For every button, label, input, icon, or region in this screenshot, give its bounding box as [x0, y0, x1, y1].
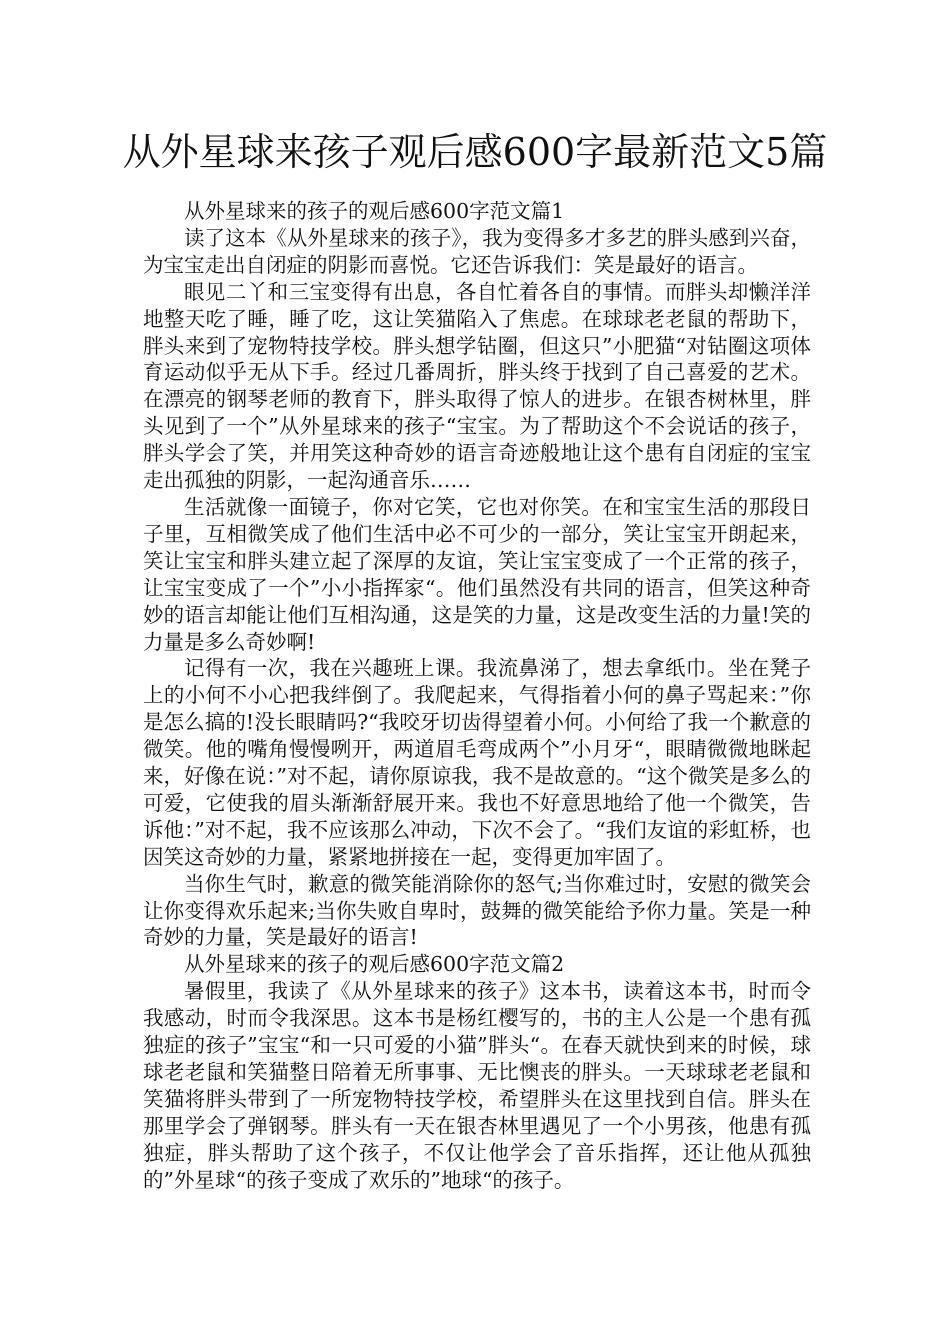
- paragraph: 当你生气时，歉意的微笑能消除你的怒气;当你难过时，安慰的微笑会让你变得欢乐起来;当你失败自卑时，鼓舞的微笑能给予你力量。笑是一种奇妙的力量，笑是最好的语言!: [143, 871, 811, 950]
- paragraph: 眼见二丫和三宝变得有出息，各自忙着各自的事情。而胖头却懒洋洋地整天吃了睡，睡了吃，这让笑猫陷入了焦虑。在球球老老鼠的帮助下，胖头来到了宠物特技学校。胖头想学钻圈，但这只”小肥猫“对钻圈这项体育运动似乎无从下手。经过几番周折，胖头终于找到了自己喜爱的艺术。在漂亮的钢琴老师的教育下，胖头取得了惊人的进步。在银杏树林里，胖头见到了一个”从外星球来的孩子“宝宝。为了帮助这个不会说话的孩子，胖头学会了笑，并用笑这种奇妙的语言奇迹般地让这个患有自闭症的宝宝走出孤独的阴影，一起沟通音乐……: [143, 279, 811, 493]
- section-heading-2: 从外星球来的孩子的观后感600字范文篇2: [184, 952, 565, 977]
- paragraph: 生活就像一面镜子，你对它笑，它也对你笑。在和宝宝生活的那段日子里，互相微笑成了他们生活中必不可少的一部分，笑让宝宝开朗起来，笑让宝宝和胖头建立起了深厚的友谊，笑让宝宝变成了一个正常的孩子，让宝宝变成了一个”小小指挥家“。他们虽然没有共同的语言，但笑这种奇妙的语言却能让他们互相沟通，这是笑的力量，这是改变生活的力量!笑的力量是多么奇妙啊!: [143, 494, 811, 654]
- paragraph: 读了这本《从外星球来的孩子》，我为变得多才多艺的胖头感到兴奋，为宝宝走出自闭症的阴影而喜悦。它还告诉我们：笑是最好的语言。: [143, 225, 811, 277]
- paragraph: 记得有一次，我在兴趣班上课。我流鼻涕了，想去拿纸巾。坐在凳子上的小何不小心把我绊倒了。我爬起来，气得指着小何的鼻子骂起来：”你是怎么搞的!没长眼睛吗?“我咬牙切齿得望着小何。小何给了我一个歉意的微笑。他的嘴角慢慢咧开，两道眉毛弯成两个”小月牙“，眼睛微微地眯起来，好像在说：”对不起，请你原谅我，我不是故意的。“这个微笑是多么的可爱，它使我的眉头渐渐舒展开来。我也不好意思地给了他一个微笑，告诉他：”对不起，我不应该那么冲动，下次不会了。“我们友谊的彩虹桥，也因笑这奇妙的力量，紧紧地拼接在一起，变得更加牢固了。: [143, 656, 811, 869]
- paragraph: 暑假里，我读了《从外星球来的孩子》这本书，读着这本书，时而令我感动，时而令我深思。这本书是杨红樱写的，书的主人公是一个患有孤独症的孩子”宝宝“和一只可爱的小猫”胖头“。在春天就快到来的时候，球球老老鼠和笑猫整日陪着无所事事、无比懊丧的胖头。一天球球老老鼠和笑猫将胖头带到了一所宠物特技学校，希望胖头在这里找到自信。胖头在那里学会了弹钢琴。胖头有一天在银杏林里遇见了一个小男孩，他患有孤独症，胖头帮助了这个孩子，不仅让他学会了音乐指挥，还让他从孤独的”外星球“的孩子变成了欢乐的”地球“的孩子。: [143, 979, 811, 1192]
- document-body: [143, 198, 811, 1194]
- section-heading-1: 从外星球来的孩子的观后感600字范文篇1: [184, 199, 565, 223]
- document-title: 从外星球来孩子观后感600字最新范文5篇: [122, 130, 828, 174]
